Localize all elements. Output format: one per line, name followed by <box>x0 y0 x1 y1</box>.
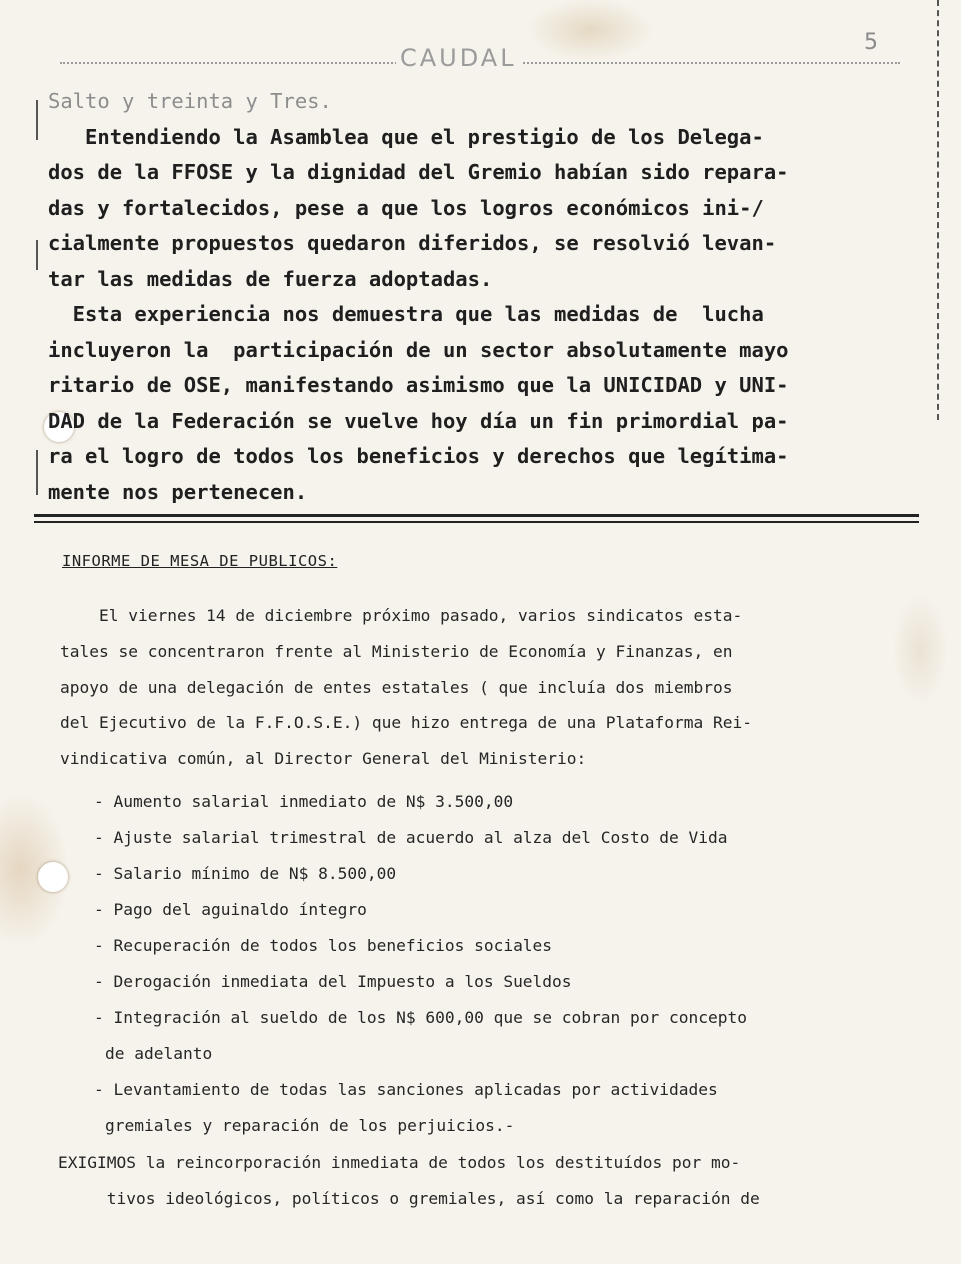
section-divider <box>34 514 919 517</box>
text-line: del Ejecutivo de la F.F.O.S.E.) que hizo entrega de una Plataforma Rei- <box>60 713 752 733</box>
text-line: das y fortalecidos, pese a que los logros económicos ini-/ <box>48 195 764 220</box>
section-title: INFORME DE MESA DE PUBLICOS: <box>62 552 338 570</box>
text-line: ritario de OSE, manifestando asimismo que la UNICIDAD y UNI- <box>48 373 789 397</box>
list-item-continuation: de adelanto <box>105 1044 213 1063</box>
text-line: EXIGIMOS la reincorporación inmediata de todos los destituídos por mo- <box>58 1153 741 1172</box>
list-item: - Derogación inmediata del Impuesto a los Sueldos <box>94 972 572 991</box>
page-number: 5 <box>864 30 878 55</box>
text-line: cialmente propuestos quedaron diferidos, se resolvió levan- <box>48 231 777 255</box>
text-line: tar las medidas de fuerza adoptadas. <box>48 266 493 291</box>
margin-line <box>36 100 38 140</box>
text-line: vindicativa común, al Director General del Ministerio: <box>60 749 587 769</box>
text-line: El viernes 14 de diciembre próximo pasado, varios sindicatos esta- <box>60 606 743 625</box>
list-item: - Aumento salarial inmediato de N$ 3.500,00 <box>94 792 514 811</box>
section-divider <box>34 521 919 523</box>
page-edge-marks <box>937 0 939 420</box>
closing-demand <box>58 1145 918 1217</box>
text-line: mente nos pertenecen. <box>48 479 308 504</box>
margin-line <box>36 240 38 270</box>
list-item: - Recuperación de todos los beneficios sociales <box>94 936 553 955</box>
list-item: - Levantamiento de todas las sanciones aplicadas por actividades <box>94 1080 718 1099</box>
margin-line <box>36 450 38 495</box>
text-line: Entendiendo la Asamblea que el prestigio de los Delega- <box>48 124 764 149</box>
demands-list <box>60 784 920 1144</box>
text-line: dos de la FFOSE y la dignidad del Gremio habían sido repara- <box>48 160 789 184</box>
text-line: DAD de la Federación se vuelve hoy día un fin primordial pa- <box>48 408 789 433</box>
text-line: ra el logro de todos los beneficios y derechos que legítima- <box>48 444 789 468</box>
report-paragraph <box>60 598 910 777</box>
header-title: CAUDAL <box>396 44 521 72</box>
list-item: - Salario mínimo de N$ 8.500,00 <box>94 864 397 883</box>
assembly-resolution-text <box>48 84 918 510</box>
text-line: apoyo de una delegación de entes estatales ( que incluía dos miembros <box>60 677 733 697</box>
list-item: - Integración al sueldo de los N$ 600,00 que se cobran por concepto <box>94 1008 747 1027</box>
list-item-continuation: gremiales y reparación de los perjuicios.- <box>105 1116 515 1135</box>
text-line: Salto y treinta y Tres. <box>48 89 332 113</box>
list-item: - Ajuste salarial trimestral de acuerdo al alza del Costo de Vida <box>94 828 728 847</box>
text-line: tivos ideológicos, políticos o gremiales, así como la reparación de <box>58 1189 760 1208</box>
text-line: Esta experiencia nos demuestra que las medidas de lucha <box>48 302 764 326</box>
list-item: - Pago del aguinaldo íntegro <box>94 900 367 919</box>
text-line: tales se concentraron frente al Ministerio de Economía y Finanzas, en <box>60 641 733 661</box>
text-line: incluyeron la participación de un sector absolutamente mayo <box>48 337 789 362</box>
